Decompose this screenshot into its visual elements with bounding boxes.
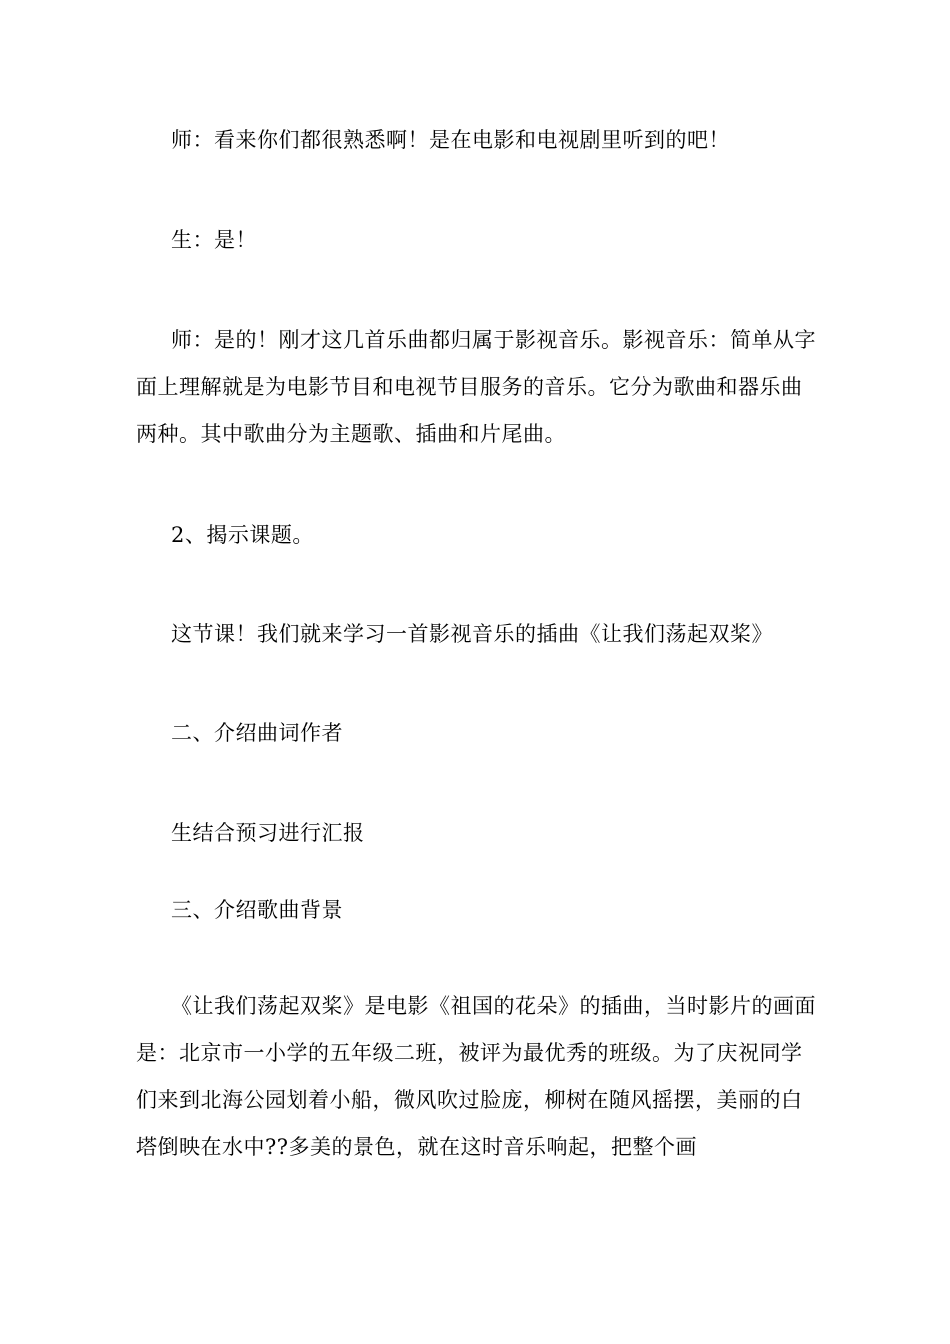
paragraph-reveal-topic: 2、揭示课题。: [171, 523, 314, 547]
paragraph-student-report: 生结合预习进行汇报: [171, 821, 365, 845]
section-heading-composer: 二、介绍曲词作者: [171, 721, 343, 745]
paragraph-student-yes: 生：是！: [171, 228, 257, 252]
section-heading-background: 三、介绍歌曲背景: [171, 898, 343, 922]
paragraph-film-music-definition: 师：是的！刚才这几首乐曲都归属于影视音乐。影视音乐：简单从字面上理解就是为电影节目和电视节目服务的音乐。它分为歌曲和器乐曲两种。其中歌曲分为主题歌、插曲和片尾曲。: [136, 328, 816, 446]
paragraph-teacher-familiar: 师：看来你们都很熟悉啊！是在电影和电视剧里听到的吧！: [171, 128, 730, 152]
paragraph-lesson-intro: 这节课！我们就来学习一首影视音乐的插曲《让我们荡起双桨》: [171, 622, 773, 646]
paragraph-song-background: 《让我们荡起双桨》是电影《祖国的花朵》的插曲，当时影片的画面是：北京市一小学的五年级二班，被评为最优秀的班级。为了庆祝同学们来到北海公园划着小船，微风吹过脸庞，柳树在随风摇摆，美丽的白塔倒映在水中??多美的景色，就在这时音乐响起，把整个画: [136, 994, 816, 1159]
